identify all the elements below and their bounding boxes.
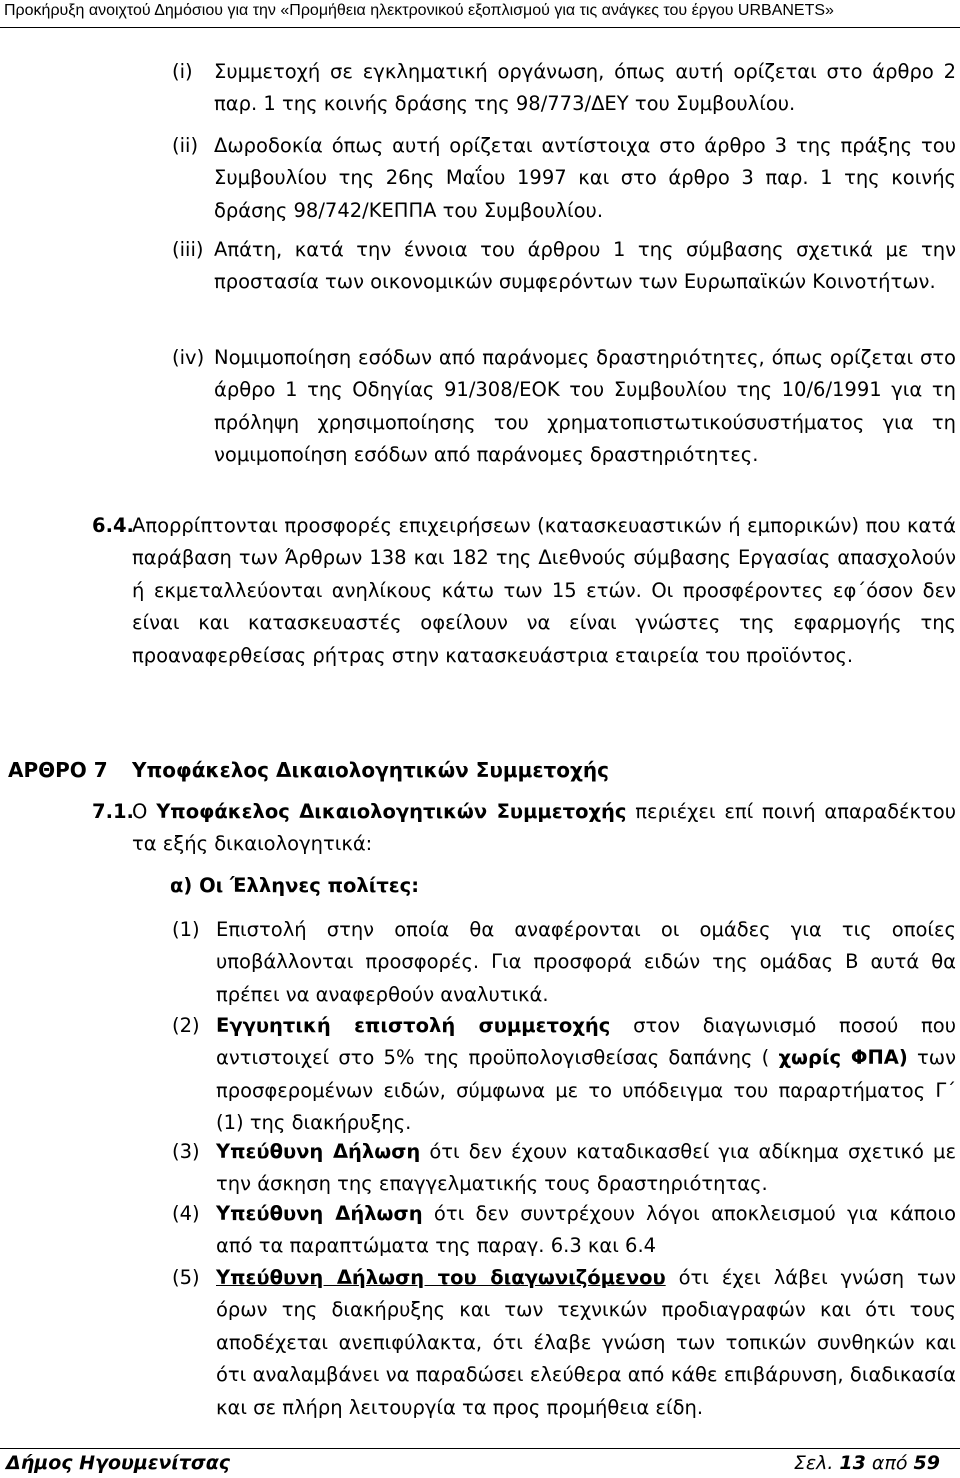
item-number: (4) <box>172 1202 200 1225</box>
item-number: (i) <box>172 60 193 83</box>
footer-page-prefix: Σελ. <box>793 1452 840 1474</box>
section-text: Απορρίπτονται προσφορές επιχειρήσεων (κατασκευαστικών ή εμπορικών) που κατά παράβαση των Άρθρων 138 και 182 της Διεθνούς σύμβασης Εργασίας απασχολούν ή εκμεταλλεύονται ανηλίκους κάτω των 15 ετών. Οι προσφέροντες εφ΄όσον δεν είναι και κατασκευαστές οφείλουν να είναι γνώστες της εφαρμογής της προαναφερθείσας ρήτρας στην κατασκευάστρια εταιρεία του προϊόντος. <box>132 514 956 667</box>
item-bold-underline: Υπεύθυνη Δήλωση του διαγωνιζόμενου <box>216 1266 666 1289</box>
item-bold: Εγγυητική επιστολή συμμετοχής <box>216 1014 611 1037</box>
header-title: Προκήρυξη ανοιχτού Δημόσιου για την «Προμήθεια ηλεκτρονικού εξοπλισμού για τις ανάγκες του έργου URBANETS» <box>4 2 834 19</box>
item-bold: Υπεύθυνη Δήλωση <box>216 1140 421 1163</box>
item-text: Επιστολή στην οποία θα αναφέρονται οι ομάδες για τις οποίες υποβάλλονται προσφορές. Για προσφορά ειδών της ομάδας Β αυτά θα πρέπει να αναφερθούν αναλυτικά. <box>216 918 956 1006</box>
item-text-rest: ότι έχει λάβει γνώση των όρων της διακήρυξης και των τεχνικών προδιαγραφών και ότι τους αποδέχεται ανεπιφύλακτα, ότι έλαβε γνώση των τοπικών συνθηκών και ότι αναλαμβάνει να παραδώσει ελεύθερα από κάθε επιβάρυνση, διαδικασία και σε πλήρη λειτουργία τα προς προμήθεια είδη. <box>216 1266 956 1419</box>
footer-municipality: Δήμος Ηγουμενίτσας <box>6 1452 231 1474</box>
page-header <box>0 0 960 28</box>
section-number: 7.1. <box>92 800 134 823</box>
section-number: 6.4. <box>92 514 134 537</box>
item-text <box>216 1136 956 1201</box>
section-text-post: περιέχει επί ποινή απαραδέκτου τα εξής δικαιολογητικά: <box>132 800 956 856</box>
item-text: Συμμετοχή σε εγκληματική οργάνωση, όπως αυτή ορίζεται στο άρθρο 2 παρ. 1 της κοινής δράσης της 98/773/ΔΕΥ του Συμβουλίου. <box>214 60 956 116</box>
item-bold: Υπεύθυνη Δήλωση <box>216 1202 423 1225</box>
item-number: (5) <box>172 1266 200 1289</box>
section-text-pre: Ο <box>132 800 157 823</box>
item-text: Απάτη, κατά την έννοια του άρθρου 1 της σύμβασης σχετικά με την προστασία των οικονομικών συμφερόντων των Ευρωπαϊκών Κοινοτήτων. <box>214 238 956 294</box>
section-text <box>132 796 956 861</box>
item-number: (3) <box>172 1140 200 1163</box>
footer-page-mid: από <box>865 1452 914 1474</box>
footer-total-pages: 59 <box>913 1452 940 1474</box>
item-number: (2) <box>172 1014 200 1037</box>
article-title: Υποφάκελος Δικαιολογητικών Συμμετοχής <box>132 758 609 782</box>
item-number: (1) <box>172 918 200 941</box>
footer-current-page: 13 <box>839 1452 866 1474</box>
section-text-bold: Υποφάκελος Δικαιολογητικών Συμμετοχής <box>156 800 627 823</box>
item-text <box>216 1198 956 1263</box>
subsection-a-label: α) Οι Έλληνες πολίτες: <box>170 874 420 897</box>
item-bold-b: χωρίς ΦΠΑ) <box>778 1046 908 1070</box>
item-text-a: στον διαγωνισμό ποσού που αντιστοιχεί στο 5% της προϋπολογισθείσας δαπάνης ( <box>216 1014 956 1070</box>
item-text-rest: ότι δεν συντρέχουν λόγοι αποκλεισμού για κάποιο από τα παραπτώματα της παραγ. 6.3 και 6.4 <box>216 1202 956 1258</box>
footer-page-number <box>794 1452 940 1474</box>
item-text <box>216 1010 956 1140</box>
item-number: (ii) <box>172 134 199 157</box>
item-text-rest: ότι δεν έχουν καταδικασθεί για αδίκημα σχετικό με την άσκηση της επαγγελματικής τους δραστηριότητας. <box>216 1140 957 1196</box>
item-number: (iv) <box>172 346 205 369</box>
item-text <box>216 1262 956 1424</box>
item-text-b: των προσφερομένων ειδών, σύμφωνα με το υπόδειγμα του παραρτήματος Γ΄ (1) της διακήρυξης. <box>216 1046 956 1135</box>
item-text: Δωροδοκία όπως αυτή ορίζεται αντίστοιχα στο άρθρο 3 της πράξης του Συμβουλίου της 26ης Μαΐου 1997 και στο άρθρο 3 παρ. 1 της κοινής δράσης 98/742/ΚΕΠΠΑ του Συμβουλίου. <box>214 134 956 222</box>
item-number: (iii) <box>172 238 204 261</box>
page-footer <box>0 1448 960 1478</box>
article-number: ΑΡΘΡΟ 7 <box>8 758 108 782</box>
item-text: Νομιμοποίηση εσόδων από παράνομες δραστηριότητες, όπως ορίζεται στο άρθρο 1 της Οδηγίας 91/308/ΕΟΚ του Συμβουλίου της 10/6/1991 για τη πρόληψη χρησιμοποίησης του χρηματοπιστωτικούσυστήματος για τη νομιμοποίηση εσόδων από παράνομες δραστηριότητες. <box>214 346 956 467</box>
